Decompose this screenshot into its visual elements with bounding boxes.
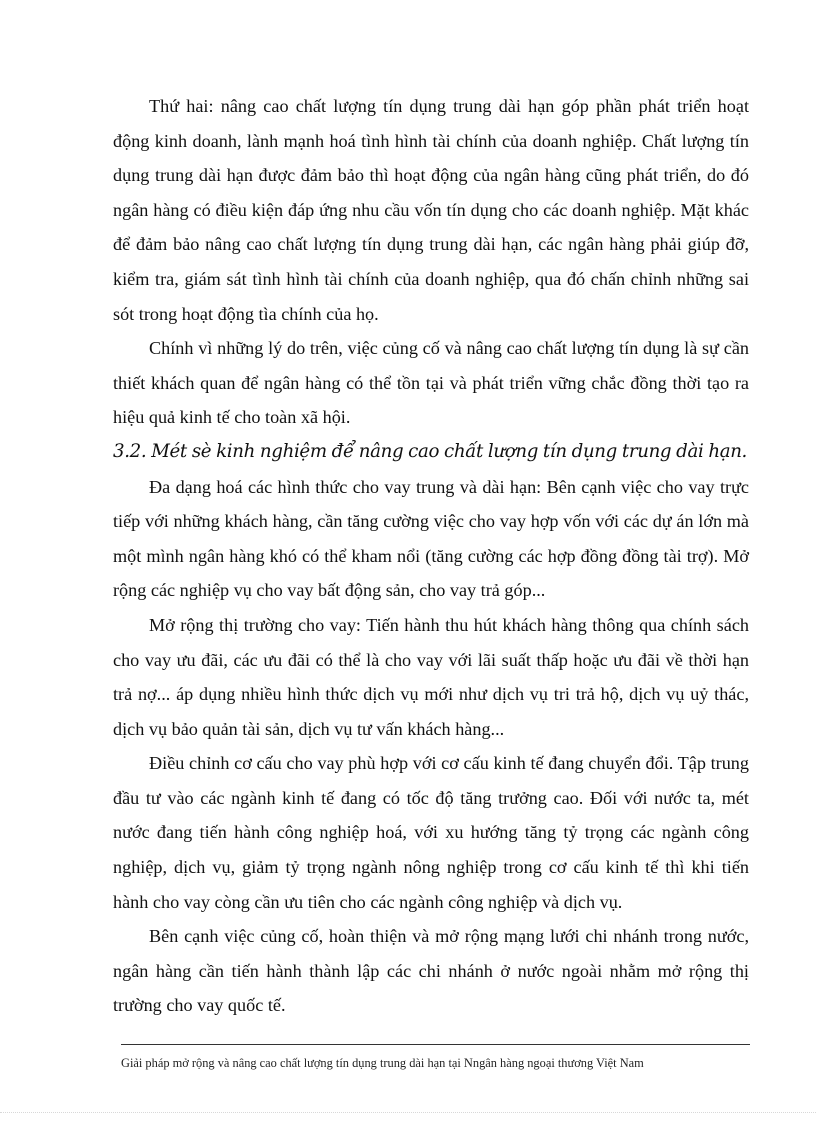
paragraph-mo-rong-thi-truong: Mở rộng thị trường cho vay: Tiến hành thu hút khách hàng thông qua chính sách cho vay ưu đãi, các ưu đãi có thể là cho vay với lãi suất thấp hoặc ưu đãi về thời hạn trả nợ... áp dụng nhiều hình thức dịch vụ mới như dịch vụ tri trả hộ, dịch vụ uỷ thác, dịch vụ bảo quản tài sản, dịch vụ tư vấn khách hàng...: [113, 614, 749, 739]
paragraph-chinh-vi: Chính vì những lý do trên, việc củng cố và nâng cao chất lượng tín dụng là sự cần thiết khách quan để ngân hàng có thể tồn tại và phát triển vững chắc đồng thời tạo ra hiệu quả kinh tế cho toàn xã hội.: [113, 338, 749, 428]
document-body: [113, 89, 749, 1023]
page-bottom-edge: [0, 1112, 816, 1113]
paragraph-ben-canh: Bên cạnh việc củng cố, hoàn thiện và mở rộng mạng lưới chi nhánh trong nước, ngân hàng cần tiến hành thành lập các chi nhánh ở nước ngoài nhằm mở rộng thị trường cho vay quốc tế.: [113, 926, 749, 1016]
paragraph-dieu-chinh-co-cau: Điều chỉnh cơ cấu cho vay phù hợp với cơ cấu kinh tế đang chuyển đổi. Tập trung đầu tư vào các ngành kinh tế đang có tốc độ tăng trưởng cao. Đối với nước ta, mét nước đang tiến hành công nghiệp hoá, với xu hướng tăng tỷ trọng các ngành công nghiệp, dịch vụ, giảm tỷ trọng ngành nông nghiệp trong cơ cấu kinh tế thì khi tiến hành cho vay còng cần ưu tiên cho các ngành công nghiệp và dịch vụ.: [113, 753, 749, 912]
page-footer: Giải pháp mở rộng và nâng cao chất lượng tín dụng trung dài hạn tại Nngân hàng ngoại thương Việt Nam: [121, 1056, 644, 1070]
section-heading-3-2: 3.2. Mét sè kinh nghiệm để nâng cao chất lượng tín dụng trung dài hạn.: [113, 440, 747, 462]
paragraph-thu-hai: Thứ hai: nâng cao chất lượng tín dụng trung dài hạn góp phần phát triển hoạt động kinh doanh, lành mạnh hoá tình hình tài chính của doanh nghiệp. Chất lượng tín dụng trung dài hạn được đảm bảo thì hoạt động của ngân hàng cũng phát triển, do đó ngân hàng có điều kiện đáp ứng nhu cầu vốn tín dụng cho các doanh nghiệp. Mặt khác để đảm bảo nâng cao chất lượng tín dụng trung dài hạn, các ngân hàng phải giúp đỡ, kiểm tra, giám sát tình hình tài chính của doanh nghiệp, qua đó chấn chỉnh những sai sót trong hoạt động tìa chính của họ.: [113, 96, 749, 324]
footer-divider: [121, 1044, 750, 1045]
paragraph-da-dang-hoa: Đa dạng hoá các hình thức cho vay trung và dài hạn: Bên cạnh việc cho vay trực tiếp với những khách hàng, cần tăng cường việc cho vay hợp vốn với các dự án lớn mà một mình ngân hàng khó có thể kham nổi (tăng cường các hợp đồng đồng tài trợ). Mở rộng các nghiệp vụ cho vay bất động sản, cho vay trả góp...: [113, 476, 749, 601]
